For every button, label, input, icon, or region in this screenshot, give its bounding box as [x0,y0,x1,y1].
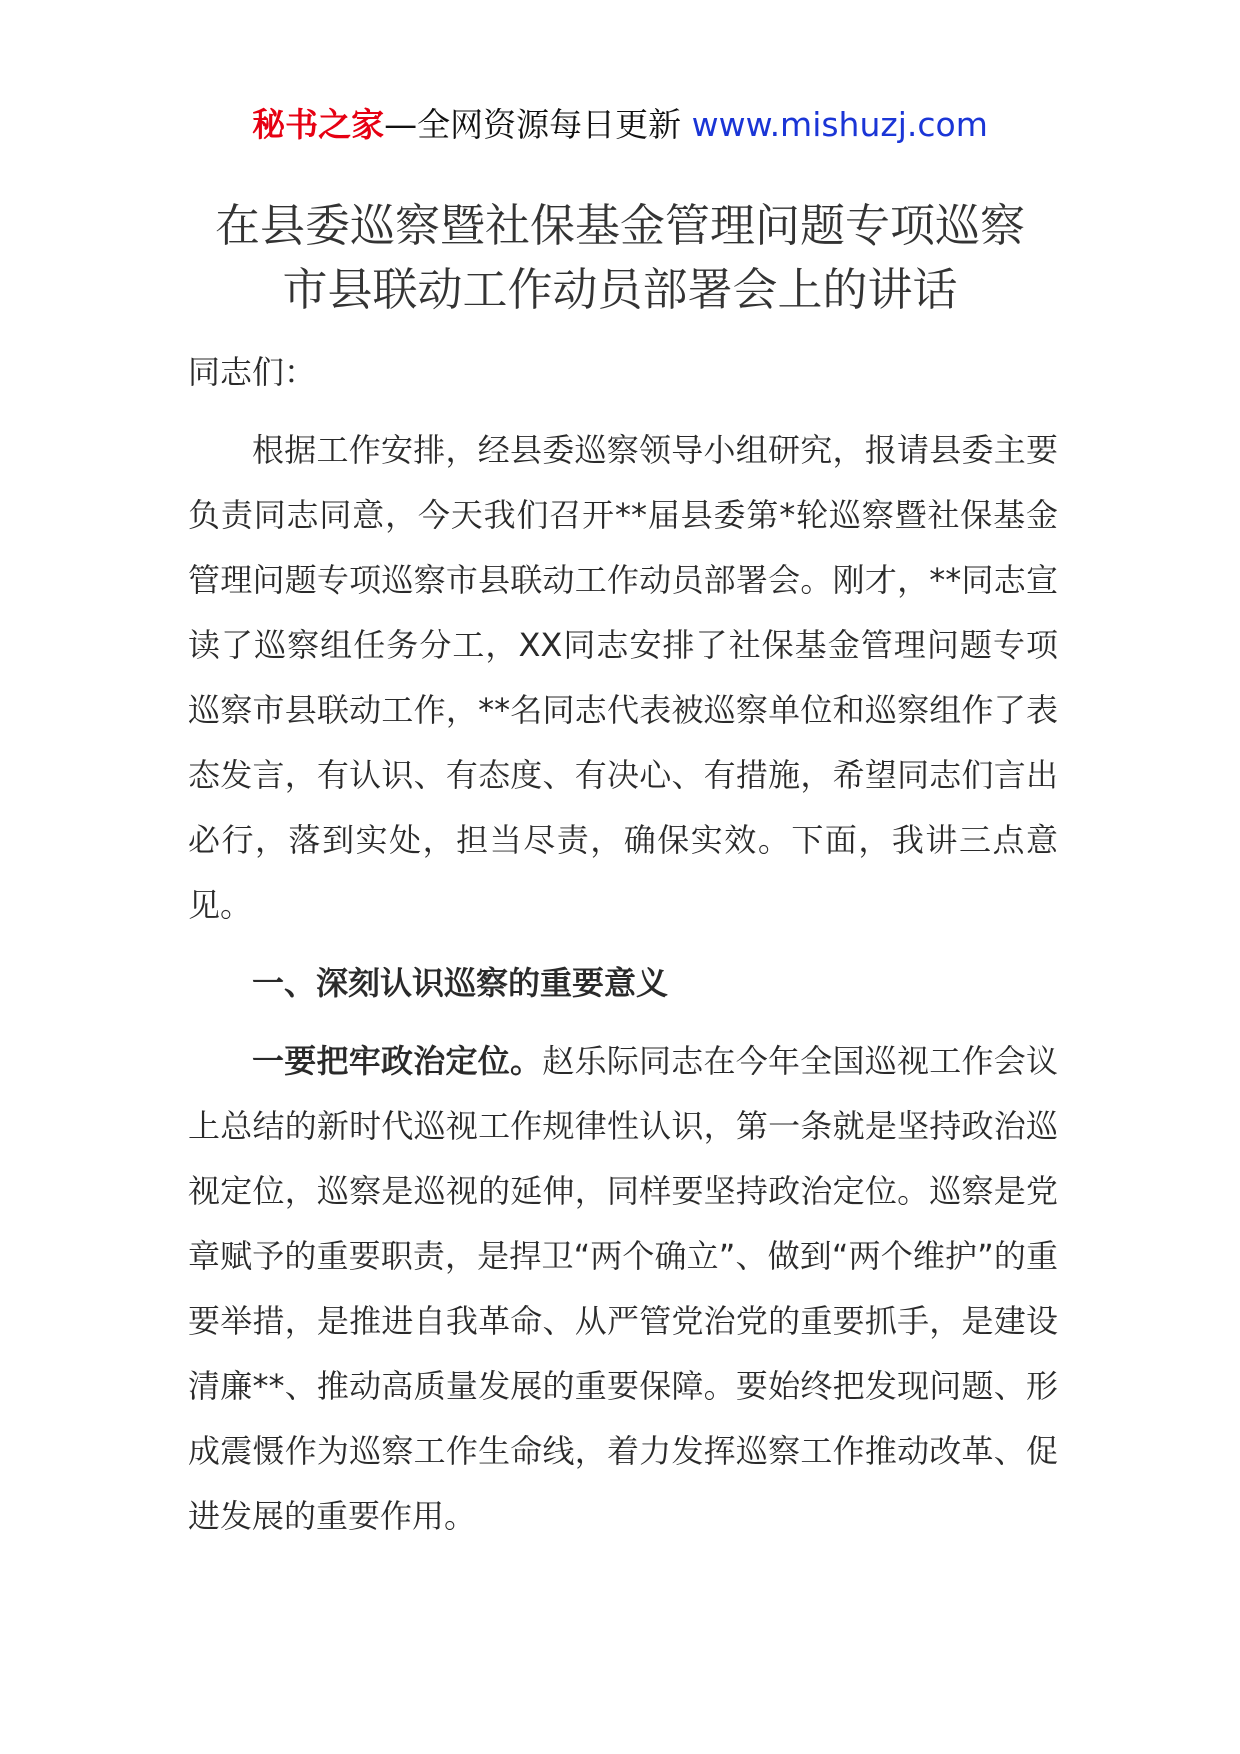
document-title [0,194,1240,322]
document-body [188,340,1058,1549]
point-1-lead: 一要把牢政治定位。 [252,1042,543,1080]
salutation: 同志们： [188,353,317,391]
site-url-link[interactable]: www.mishuzj.com [691,105,988,144]
intro-paragraph: 根据工作安排，经县委巡察领导小组研究，报请县委主要负责同志同意，今天我们召开**届县委第*轮巡察暨社保基金管理问题专项巡察市县联动工作动员部署会。刚才，**同志宣读了巡察组任务分工，XX同志安排了社保基金管理问题专项巡察市县联动工作，**名同志代表被巡察单位和巡察组作了表态发言，有认识、有态度、有决心、有措施，希望同志们言出必行，落到实处，担当尽责，确保实效。下面，我讲三点意见。 [188,431,1058,924]
title-line-2: 市县联动工作动员部署会上的讲话 [282,263,958,316]
title-line-1: 在县委巡察暨社保基金管理问题专项巡察 [214,199,1025,252]
point-1-text: 赵乐际同志在今年全国巡视工作会议上总结的新时代巡视工作规律性认识，第一条就是坚持政治巡视定位，巡察是巡视的延伸，同样要坚持政治定位。巡察是党章赋予的重要职责，是捍卫“两个确立”、做到“两个维护”的重要举措，是推进自我革命、从严管党治党的重要抓手，是建设清廉**、推动高质量发展的重要保障。要始终把发现问题、形成震慑作为巡察工作生命线，着力发挥巡察工作推动改革、促进发展的重要作用。 [188,1042,1058,1535]
site-banner [0,100,1240,150]
point-paragraph-1 [188,1029,1058,1549]
site-slogan: —全网资源每日更新 [384,105,692,144]
site-brand-name: 秘书之家 [252,105,385,144]
section-heading-1: 一、深刻认识巡察的重要意义 [252,964,669,1002]
